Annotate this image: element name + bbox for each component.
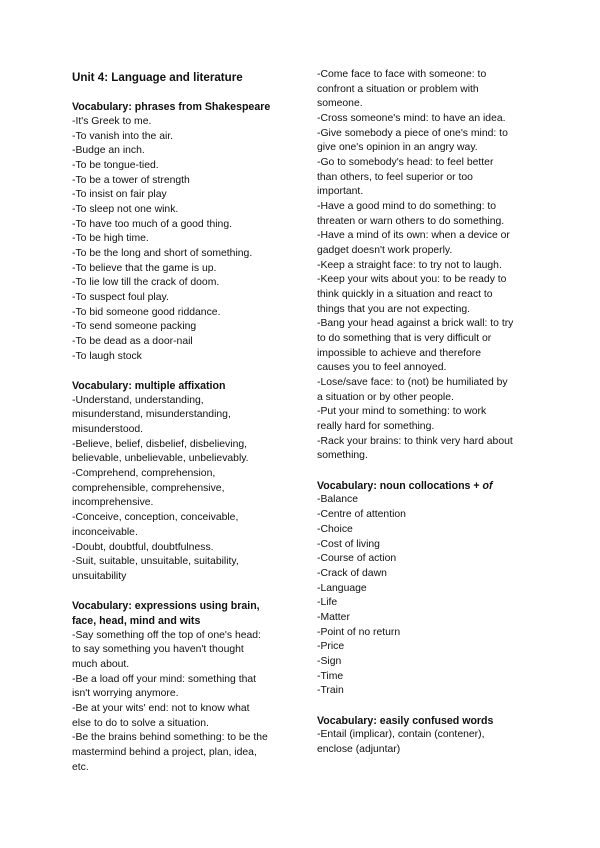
list-item-line: -Suit, suitable, unsuitable, suitability, [72,556,239,568]
list-item-line: isn't worrying anymore. [72,688,179,700]
section-heading [317,714,557,729]
section [72,100,312,379]
list-item-line: -Time [317,670,344,682]
list-item-line: -To sleep not one wink. [72,204,179,216]
list-item-line: important. [317,186,364,198]
list-item-line: -Say something off the top of one's head: [72,629,261,641]
list-item-line: inconceivable. [72,526,138,538]
section-heading [317,479,557,494]
list-item-line: -Cost of living [317,538,380,550]
list-item-line: -Have a good mind to do something: to [317,201,497,213]
section-heading [72,599,312,614]
list-item-line: someone. [317,98,363,110]
list-item-line: -Understand, understanding, [72,394,204,406]
blank-line [72,86,312,101]
list-item-line: -Matter [317,611,350,623]
list-item-line: mastermind behind a project, plan, idea, [72,746,257,758]
list-item-line: really hard for something. [317,421,435,433]
section-heading-italic: of [482,479,493,492]
list-item-line: -Train [317,685,344,697]
section [317,68,557,479]
list-item-line: -To laugh stock [72,350,142,362]
blank-line [317,464,557,479]
list-item-line: -Sign [317,655,342,667]
list-item-line: unsuitability [72,570,127,582]
blank-line [317,699,557,714]
list-item-line: believable, unbelievable, unbelievably. [72,453,249,465]
list-item-line: threaten or warn others to do something. [317,215,505,227]
list-item-line: to say something you haven't thought [72,644,244,656]
section [317,714,557,758]
section-heading-text: Vocabulary: expressions using brain, [72,600,260,613]
right-column [317,68,557,758]
section-heading-text: face, head, mind and wits [72,614,201,627]
list-item-line: -Centre of attention [317,509,406,521]
list-item-line: incomprehensive. [72,497,154,509]
left-column [72,71,312,775]
list-item-line: -Price [317,641,345,653]
section-heading-text: Vocabulary: easily confused words [317,714,494,727]
list-item-line: -To lie low till the crack of doom. [72,277,220,289]
list-item-line: -Keep your wits about you: to be ready to [317,274,507,286]
list-item-line: -To be high time. [72,233,149,245]
list-item-line: something. [317,450,368,462]
list-item-line: -To insist on fair play [72,189,167,201]
list-item-line: -Lose/save face: to (not) be humiliated by [317,377,508,389]
section-heading [72,614,312,629]
list-item-line: -Balance [317,494,359,506]
list-item-line: give one's opinion in an angry way. [317,142,478,154]
list-item-line: -Give somebody a piece of one's mind: to [317,127,508,139]
section [72,599,312,775]
list-item-line: a situation or by other people. [317,391,454,403]
list-item-line: -Have a mind of its own: when a device or [317,230,510,242]
list-item-line: -To be a tower of strength [72,174,190,186]
list-item-line: to do something that is very difficult or [317,333,492,345]
section-heading [72,379,312,394]
list-item-line: -To vanish into the air. [72,130,174,142]
list-item-line: -Conceive, conception, conceivable, [72,512,239,524]
list-item-line: -Bang your head against a brick wall: to try [317,318,514,330]
list-item-line: -Point of no return [317,626,401,638]
list-item-line: enclose (adjuntar) [317,743,401,755]
list-item-line: -To be the long and short of something. [72,248,253,260]
section-heading-text: Vocabulary: noun collocations + [317,479,483,492]
section [72,379,312,599]
list-item-line: comprehensible, comprehensive, [72,482,225,494]
page-title: Unit 4: Language and literature [72,71,243,84]
list-item-line: -Rack your brains: to think very hard about [317,435,513,447]
list-item-line: than others, to feel superior or too [317,171,473,183]
section-heading-text: Vocabulary: phrases from Shakespeare [72,101,271,114]
list-item-line: causes you to feel annoyed. [317,362,447,374]
list-item-line: -To suspect foul play. [72,292,169,304]
list-item-line: think quickly in a situation and react to [317,289,493,301]
section-heading-text: Vocabulary: multiple affixation [72,380,226,393]
section [317,479,557,714]
list-item-line: -Put your mind to something: to work [317,406,487,418]
list-item-line: -To have too much of a good thing. [72,218,233,230]
blank-line [72,364,312,379]
list-item-line: -Be a load off your mind: something that [72,673,257,685]
list-item-line: -Come face to face with someone: to [317,69,487,80]
section-heading [72,100,312,115]
list-item-line: -To send someone packing [72,321,197,333]
list-item-line: confront a situation or problem with [317,83,479,95]
list-item-line: much about. [72,658,130,670]
list-item-line: -Entail (implicar), contain (contener), [317,729,485,741]
list-item-line: etc. [72,761,89,773]
list-item-line: -To be dead as a door-nail [72,336,193,348]
list-item-line: things that you are not expecting. [317,303,471,315]
list-item-line: -Crack of dawn [317,567,387,579]
list-item-line: -To be tongue-tied. [72,160,159,172]
list-item-line: -Comprehend, comprehension, [72,468,216,480]
list-item-line: -To bid someone good riddance. [72,306,221,318]
list-item-line: -Course of action [317,553,397,565]
blank-line [72,585,312,600]
list-item-line: -Believe, belief, disbelief, disbelieving, [72,438,248,450]
list-item-line: misunderstood. [72,424,144,436]
list-item-line: -Language [317,582,367,594]
list-item-line: -Go to somebody's head: to feel better [317,157,494,169]
list-item-line: impossible to achieve and therefore [317,347,482,359]
list-item-line: else to do to solve a situation. [72,717,209,729]
list-item-line: -To believe that the game is up. [72,262,217,274]
list-item-line: gadget doesn't work properly. [317,245,453,257]
list-item-line: -Doubt, doubtful, doubtfulness. [72,541,214,553]
list-item-line: -Keep a straight face: to try not to laugh. [317,259,502,271]
list-item-line: -Life [317,597,338,609]
list-item-line: -It's Greek to me. [72,116,152,128]
list-item-line: -Be the brains behind something: to be the [72,732,268,744]
list-item-line: -Cross someone's mind: to have an idea. [317,113,506,125]
list-item-line: misunderstand, misunderstanding, [72,409,231,421]
list-item-line: -Choice [317,523,353,535]
list-item-line: -Budge an inch. [72,145,145,157]
list-item-line: -Be at your wits' end: not to know what [72,702,250,714]
